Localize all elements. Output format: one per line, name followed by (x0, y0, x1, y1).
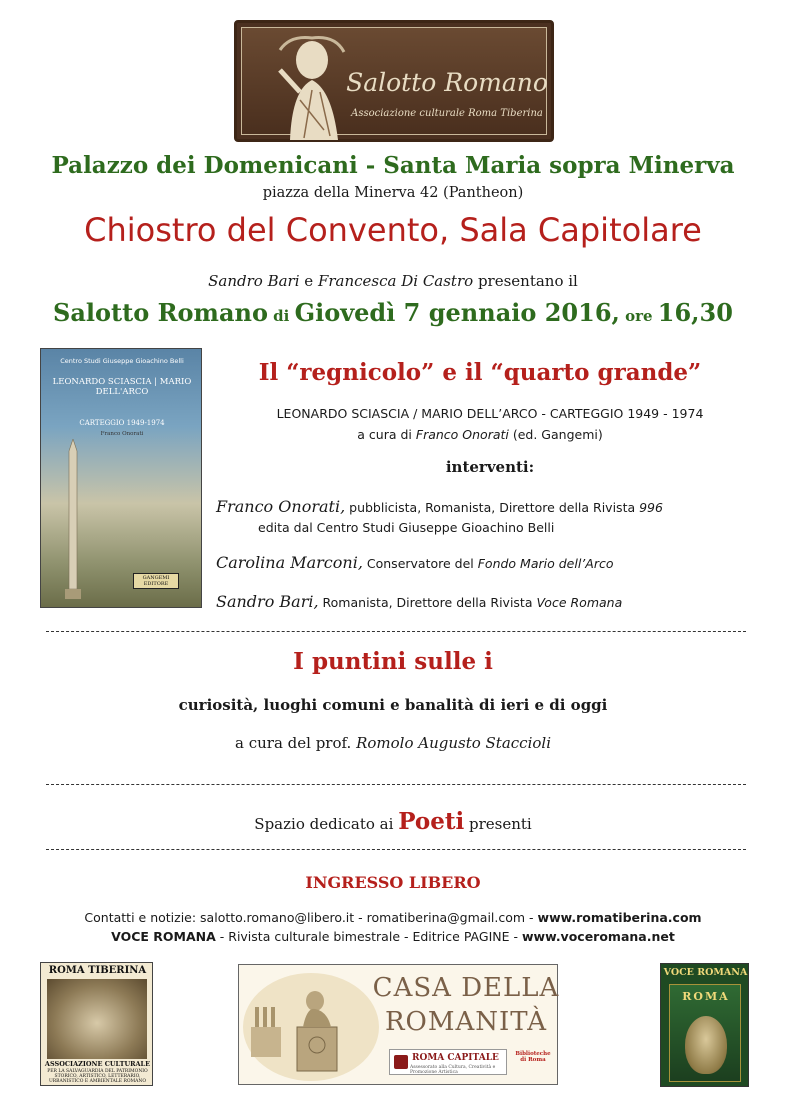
presenters-line (0, 272, 786, 290)
editor-name: Franco Onorati (415, 427, 509, 442)
dashed-divider (46, 631, 746, 632)
speaker-role-em: 996 (639, 500, 663, 515)
logo-title: Salotto Romano (346, 68, 548, 97)
event-ore: ore (619, 307, 658, 325)
dashed-divider (46, 849, 746, 850)
badge-sublabel: Assessorato alla Cultura, Creatività e Promozione Artistica (410, 1065, 496, 1075)
magazine-title: VOCE ROMANA (663, 967, 748, 978)
magazine-line (0, 929, 786, 944)
website-link[interactable]: www.voceromana.net (521, 929, 675, 944)
venue-address: piazza della Minerva 42 (Pantheon) (262, 185, 524, 201)
section1-editor-line (220, 427, 740, 442)
voce-romana-cover (660, 963, 749, 1087)
roma-tiberina-logo (40, 962, 153, 1086)
event-di: di (267, 307, 295, 325)
event-date: Giovedì 7 gennaio 2016, (294, 298, 620, 327)
presenter-name: Francesca Di Castro (317, 272, 474, 290)
speaker-onorati-line2: edita dal Centro Studi Giuseppe Gioachino Belli (258, 520, 555, 535)
roma-capitale-badge (389, 1049, 507, 1075)
editor-pre: a cura di (357, 427, 416, 442)
speaker-onorati (216, 497, 663, 516)
website-link[interactable]: www.romatiberina.com (537, 910, 702, 925)
cover-roma: ROMA (682, 990, 730, 1003)
speaker-role-em: Voce Romana (536, 595, 623, 610)
venue-title: Palazzo dei Domenicani - Santa Maria sopra Minerva (51, 152, 735, 179)
section2-editor-line (0, 734, 786, 752)
dashed-divider (46, 784, 746, 785)
contacts-text: Contatti e notizie: salotto.romano@libero.it - romatiberina@gmail.com - (84, 910, 538, 925)
poets-post: presenti (464, 815, 532, 833)
book-title: LEONARDO SCIASCIA | MARIO DELL'ARCO (52, 377, 192, 398)
section1-title: Il “regnicolo” e il “quarto grande” (258, 359, 702, 386)
event-time: 16,30 (657, 298, 733, 327)
poets-pre: Spazio dedicato ai (254, 815, 399, 833)
logo-title: ROMA TIBERINA (48, 965, 147, 976)
speaker-marconi (216, 553, 613, 572)
logo-description: PER LA SALVAGUARDIA DEL PATRIMONIO STORICO, ARTISTICO, LETTERARIO, URBANISTICO E AMBIENTALE ROMANO (47, 1069, 148, 1085)
logo-title: ROMANITÀ (384, 1007, 547, 1037)
interventi-heading: interventi: (445, 458, 535, 476)
monument-illustration-icon (241, 967, 391, 1082)
editor-pre: a cura del prof. (235, 734, 357, 752)
obelisk-icon (65, 439, 81, 599)
statue-image (47, 979, 147, 1059)
speaker-name: Carolina Marconi, (216, 553, 363, 572)
speaker-bari (216, 592, 622, 611)
biblioteche-logo: Biblioteche di Roma (515, 1051, 551, 1064)
editor-name: Romolo Augusto Staccioli (356, 734, 551, 752)
free-entry: INGRESSO LIBERO (305, 873, 481, 892)
poets-line (0, 808, 786, 835)
book-cover-image (40, 348, 202, 608)
logo-subtitle: ASSOCIAZIONE CULTURALE (44, 1060, 151, 1068)
casa-romanita-logo (238, 964, 558, 1085)
speaker-name: Franco Onorati, (216, 497, 346, 516)
section2-subtitle: curiosità, luoghi comuni e banalità di ieri e di oggi (178, 696, 608, 714)
room-title: Chiostro del Convento, Sala Capitolare (84, 211, 702, 249)
section1-carteggio: LEONARDO SCIASCIA / MARIO DELL’ARCO - CARTEGGIO 1949 - 1974 (276, 406, 704, 421)
poets-word: Poeti (398, 808, 465, 835)
event-line (0, 298, 786, 327)
book-publisher: GANGEMI EDITORE (133, 573, 179, 589)
book-publisher-center: Centro Studi Giuseppe Gioachino Belli (60, 357, 184, 365)
logo-subtitle: Associazione culturale Roma Tiberina (351, 108, 543, 119)
speaker-role: Romanista, Direttore della Rivista (318, 595, 537, 610)
logo-title: CASA DELLA (372, 973, 560, 1003)
roma-capitale-seal-icon (394, 1055, 408, 1069)
sculpture-face-icon (685, 1016, 727, 1074)
section2-title: I puntini sulle i (293, 648, 493, 675)
editor-post: (ed. Gangemi) (508, 427, 603, 442)
speaker-role: pubblicista, Romanista, Direttore della Rivista (345, 500, 640, 515)
magazine-text: - Rivista culturale bimestrale - Editrice PAGINE - (215, 929, 522, 944)
badge-label: ROMA CAPITALE (412, 1053, 499, 1063)
presenters-text: presentano il (473, 272, 578, 290)
speaker-role: Conservatore del (362, 556, 478, 571)
contacts-line (0, 910, 786, 925)
speaker-role-em: Fondo Mario dell’Arco (477, 556, 614, 571)
book-editor: Franco Onorati (100, 431, 144, 437)
presenter-name: Sandro Bari (208, 272, 300, 290)
speaker-name: Sandro Bari, (216, 592, 319, 611)
salotto-romano-logo (234, 20, 554, 142)
magazine-name: VOCE ROMANA (111, 929, 216, 944)
book-subtitle: CARTEGGIO 1949-1974 (79, 419, 165, 427)
event-name: Salotto Romano (53, 298, 268, 327)
conjunction: e (299, 272, 318, 290)
